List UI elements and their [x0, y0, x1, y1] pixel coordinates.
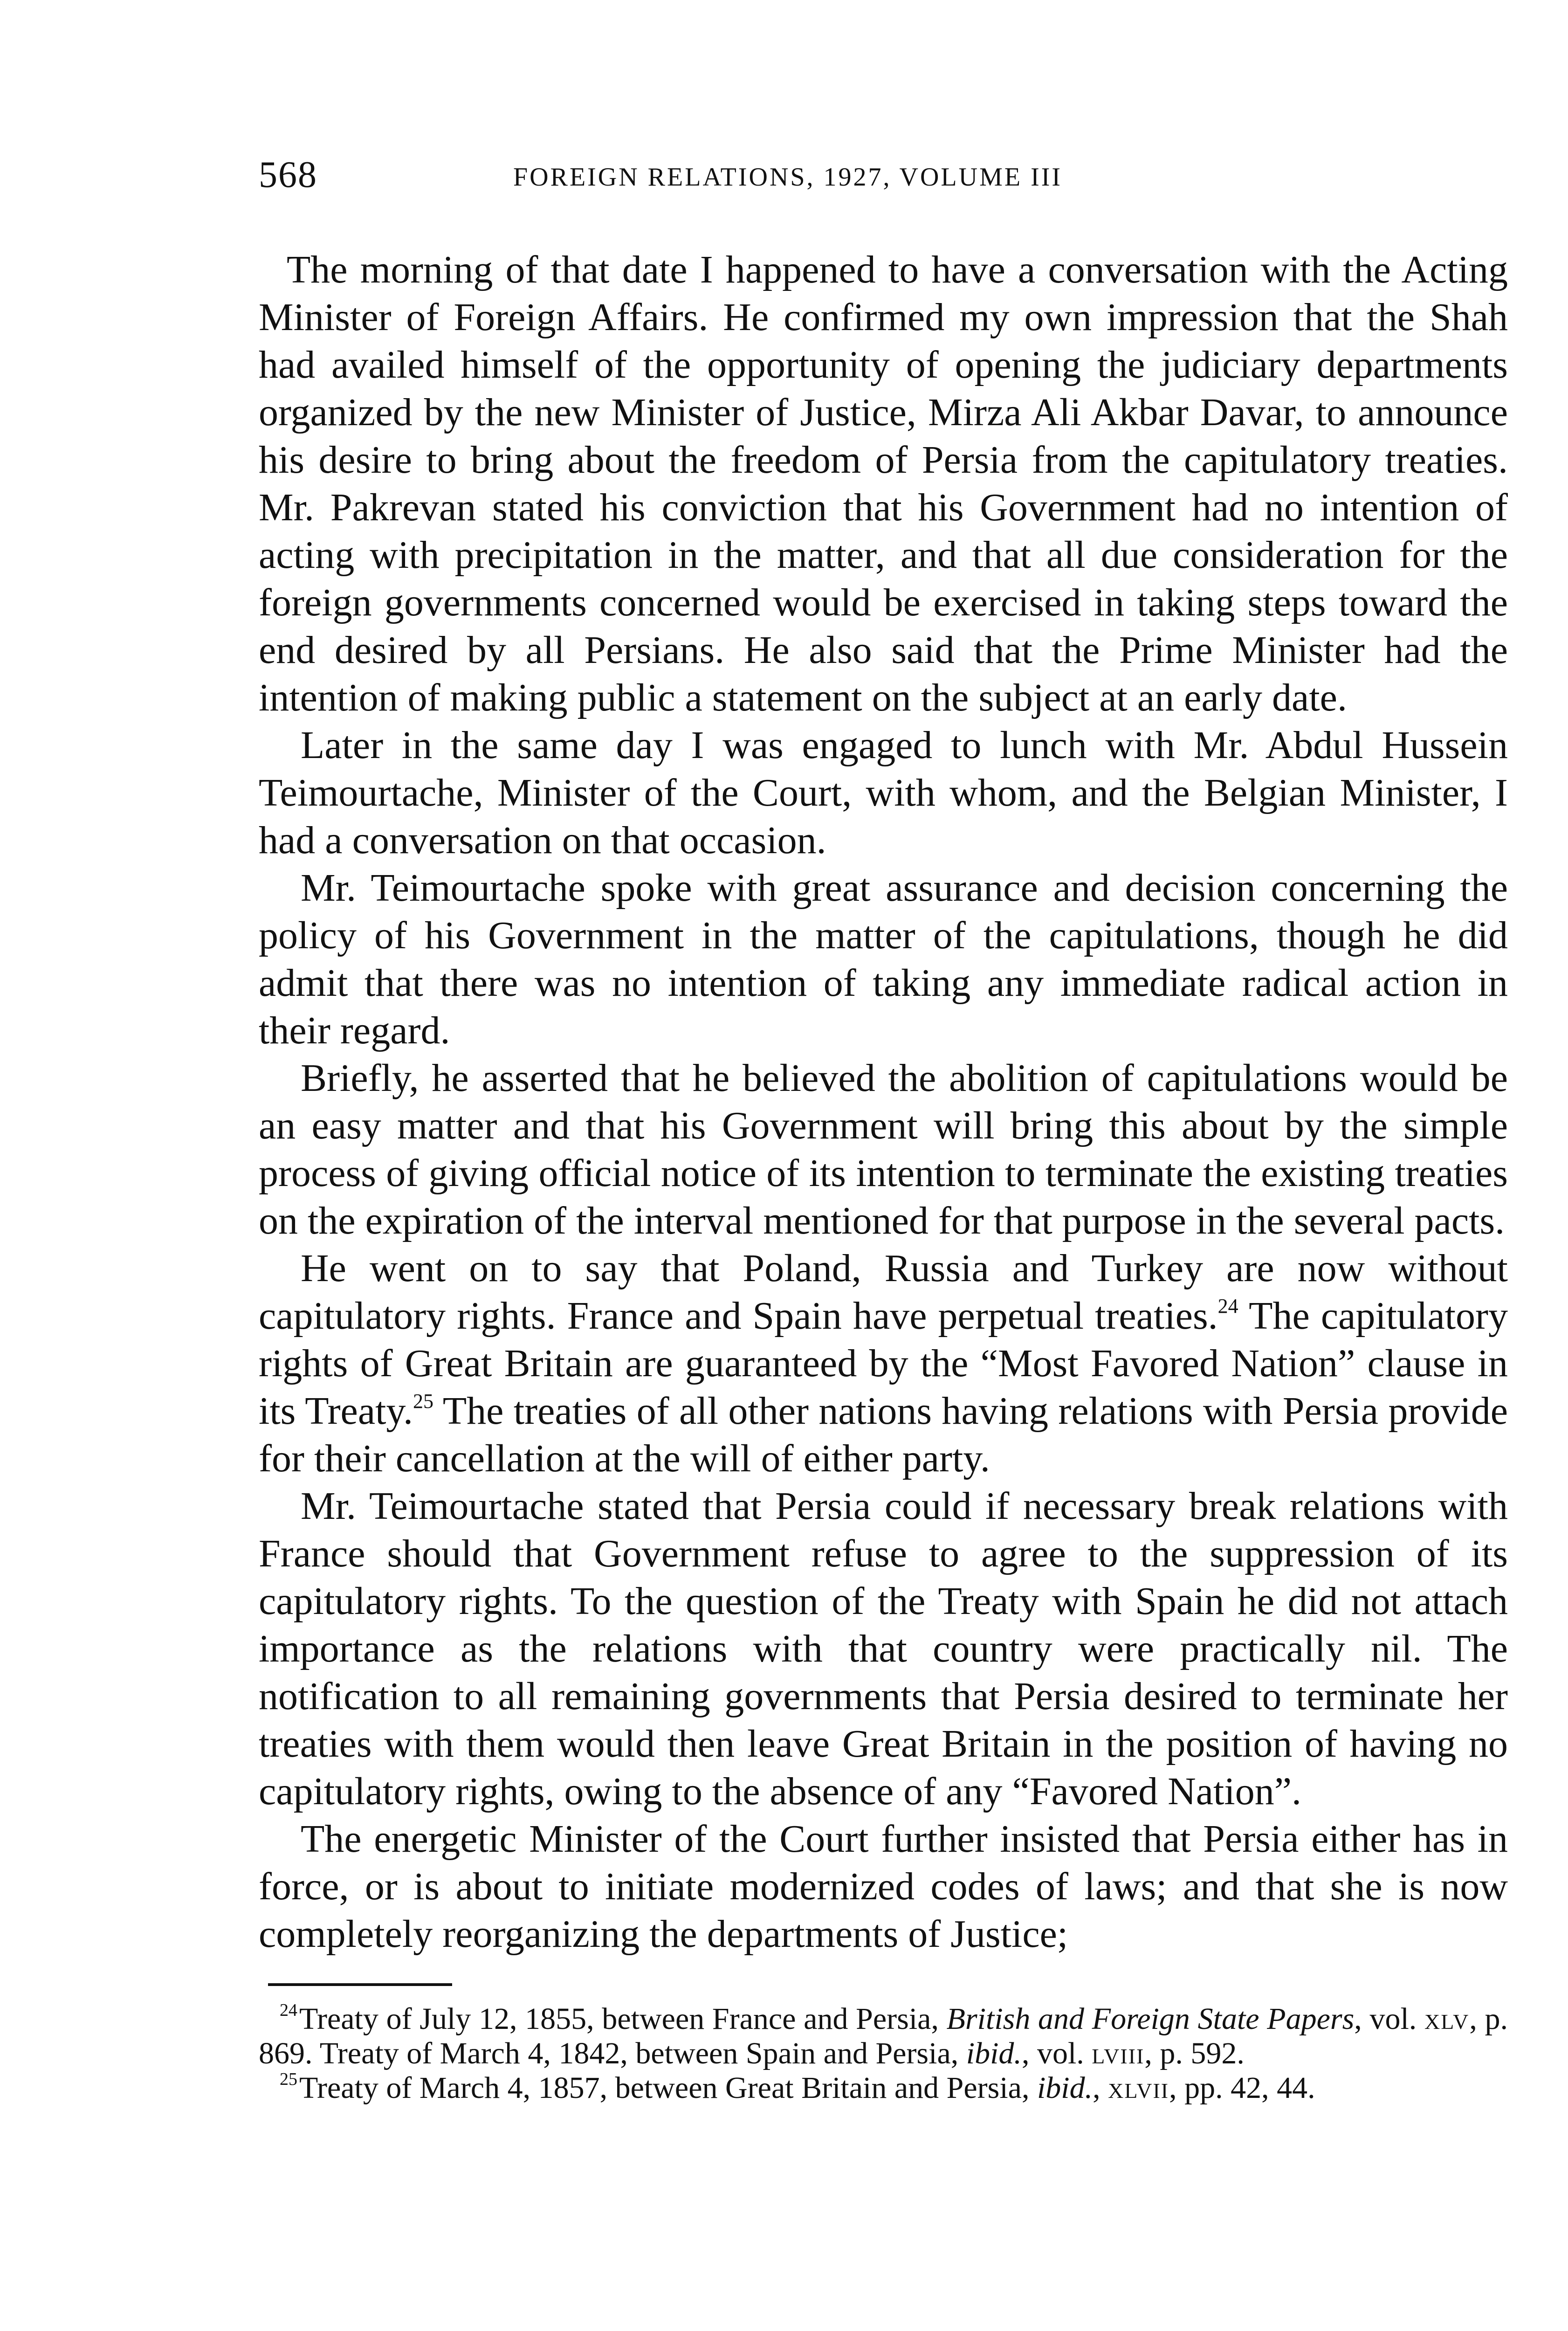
footnote-volume: xlvii — [1108, 2071, 1169, 2105]
footnote-mark: 24 — [280, 2000, 297, 2020]
running-head-title: FOREIGN RELATIONS, 1927, VOLUME III — [513, 163, 1063, 192]
footnote-text: Treaty of March 4, 1857, between Great Britain and Persia, — [299, 2071, 1037, 2105]
footnote-reference-24[interactable]: 24 — [1217, 1295, 1238, 1317]
footnote-24 — [259, 2002, 1508, 2071]
paragraph: Mr. Teimourtache stated that Persia could if necessary break relations with France should that Government refuse to agree to the suppression of its capitulatory rights. To the question of the Treaty with Spain he did not attach importance as the relations with that country were practically nil. The notification to all remaining governments that Persia desired to terminate her treaties with them would then leave Great Britain in the position of having no capitulatory rights, owing to the absence of any “Favored Nation”. — [259, 1484, 1508, 1813]
paragraph — [259, 1245, 1508, 1483]
footnote-ibid: ibid. — [1037, 2071, 1093, 2105]
running-head — [259, 154, 1508, 210]
footnote-citation-title: British and Foreign State Papers — [946, 2002, 1355, 2036]
footnote-text: , vol. — [1021, 2036, 1092, 2070]
footnote-text: , — [1093, 2071, 1108, 2105]
footnote-text: , vol. — [1354, 2002, 1424, 2036]
footnote-text: , p. 592. — [1144, 2036, 1245, 2070]
page-content — [259, 154, 1508, 2105]
body-text — [259, 246, 1508, 1958]
footnote-text: Treaty of July 12, 1855, between France and Persia, — [299, 2002, 947, 2036]
paragraph: Briefly, he asserted that he believed the abolition of capitulations would be an easy matter and that his Government will bring this about by the simple process of giving official notice of its intention to terminate the existing treaties on the expiration of the interval mentioned for that purpose in the several pacts. — [259, 1056, 1508, 1242]
footnote-volume: xlv — [1424, 2002, 1470, 2036]
footnote-ibid: ibid. — [966, 2036, 1022, 2070]
page-number: 568 — [259, 154, 317, 195]
footnotes — [259, 2002, 1508, 2105]
footnote-mark: 25 — [280, 2069, 297, 2089]
paragraph: The morning of that date I happened to have a conversation with the Acting Minister of Foreign Affairs. He confirmed my own impression that the Shah had availed himself of the opportunity of opening the judiciary departments organized by the new Minister of Justice, Mirza Ali Akbar Davar, to announce his desire to bring about the freedom of Persia from the capitulatory treaties. Mr. Pakrevan stated his conviction that his Government had no intention of acting with precipitation in the matter, and that all due consideration for the foreign governments concerned would be exercised in taking steps toward the end desired by all Persians. He also said that the Prime Minister had the intention of making public a statement on the subject at an early date. — [259, 248, 1508, 719]
paragraph-text: The treaties of all other nations having relations with Persia provide for their cancellation at the will of either party. — [259, 1389, 1508, 1480]
footnote-divider — [268, 1983, 452, 1986]
paragraph: Later in the same day I was engaged to lunch with Mr. Abdul Hussein Teimourtache, Minister of the Court, with whom, and the Belgian Minister, I had a conversation on that occasion. — [259, 724, 1508, 862]
footnote-25 — [259, 2071, 1508, 2105]
footnote-text: , p. 869. Treaty of March 4, 1842, between Spain and Persia, — [259, 2002, 1508, 2070]
paragraph: Mr. Teimourtache spoke with great assurance and decision concerning the policy of his Government in the matter of the capitulations, though he did admit that there was no intention of taking any immediate radical action in their regard. — [259, 866, 1508, 1052]
paragraph-text: The capitulatory rights of Great Britain are guaranteed by the “Most Favored Nation” clause in its Treaty. — [259, 1294, 1508, 1433]
paragraph: The energetic Minister of the Court further insisted that Persia either has in force, or is about to initiate modernized codes of laws; and that she is now completely reorganizing the departments of Justice; — [259, 1817, 1508, 1956]
paragraph-text: He went on to say that Poland, Russia and Turkey are now without capitulatory rights. France and Spain have perpetual treaties. — [259, 1247, 1508, 1338]
footnote-text: , pp. 42, 44. — [1169, 2071, 1315, 2105]
footnote-reference-25[interactable]: 25 — [413, 1390, 434, 1413]
footnote-volume: lviii — [1092, 2036, 1145, 2070]
